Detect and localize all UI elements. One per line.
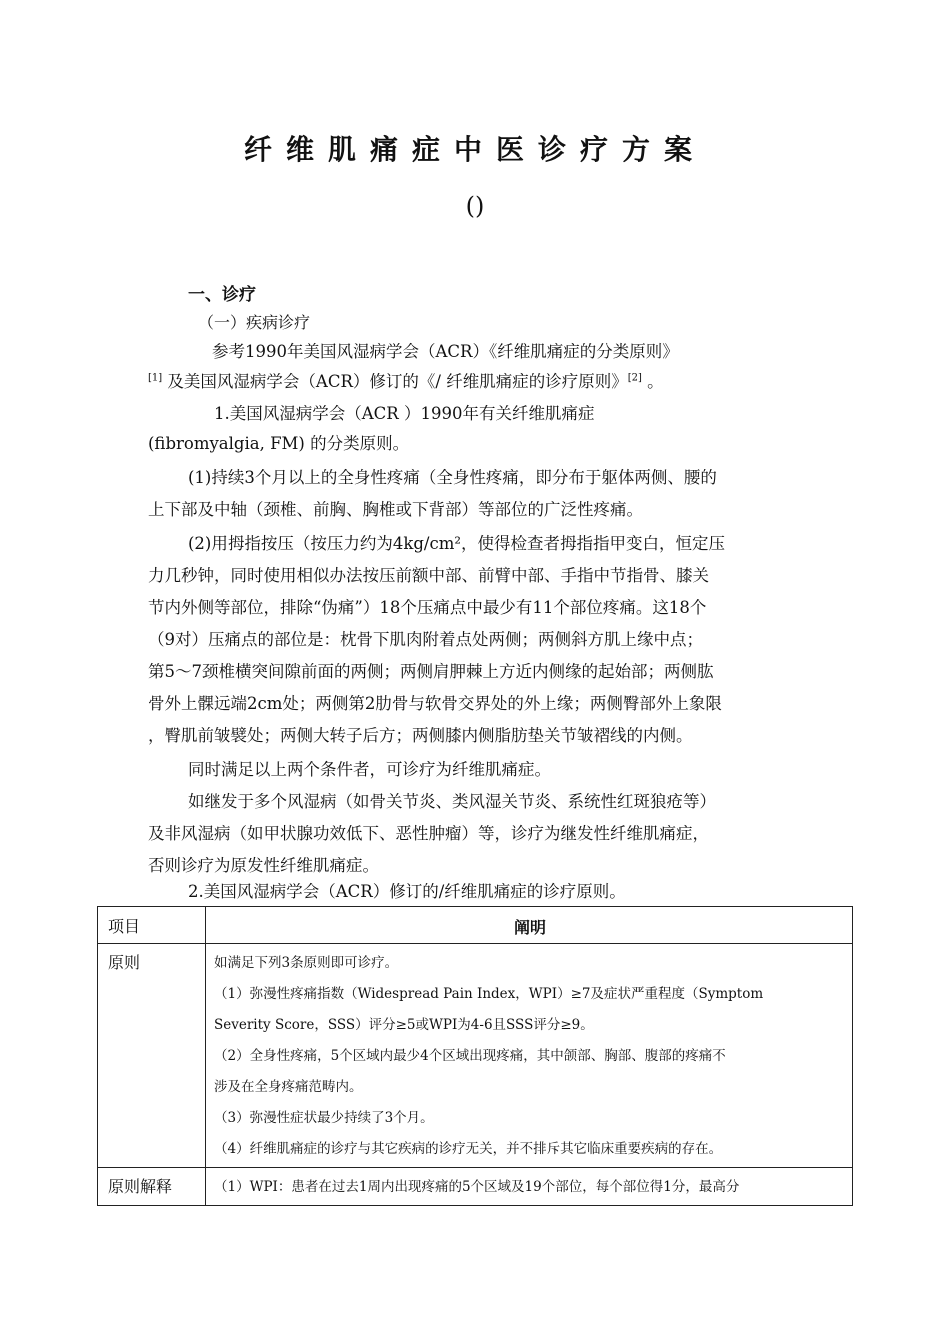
paragraph-4-line: 如继发于多个风湿病（如骨关节炎、类风湿关节炎、系统性红斑狼疮等） [188,792,716,811]
intro-line-1 [212,340,679,364]
table-cell-line: （4）纤维肌痛症的诊疗与其它疾病的诊疗无关，并不排斥其它临床重要疾病的存在。 [214,1141,723,1157]
document-subtitle: () [465,192,485,220]
subsection-heading-disease-diagnosis: （一）疾病诊疗 [198,313,311,332]
paragraph-1-line: (1)持续3个月以上的全身性疼痛（全身性疼痛，即分布于躯体两侧、腰的 [188,468,717,487]
table-cell-line: 如满足下列3条原则即可诊疗。 [214,955,399,971]
criteria-table [97,906,853,1206]
paragraph-4-line: 及非风湿病（如甲状腺功效低下、恶性肿瘤）等，诊疗为继发性纤维肌痛症， [148,824,709,843]
paragraph-2-line: 节内外侧等部位，排除“伪痛”）18个压痛点中最少有11个部位疼痛。这18个 [148,598,707,617]
paragraph-2-line: 骨外上髁远端2cm处；两侧第2肋骨与软骨交界处的外上缘；两侧臀部外上象限 [148,694,722,713]
paragraph-2-line: 第5～7颈椎横突间隙前面的两侧；两侧肩胛棘上方近内侧缘的起始部；两侧肱 [148,662,714,681]
paragraph-2-line: 力几秒钟，同时使用相似办法按压前额中部、前臂中部、手指中节指骨、膝关 [148,566,709,585]
table-cell-line: Severity Score，SSS）评分≥5或WPI为4-6且SSS评分≥9。 [214,1017,594,1033]
intro-line-2 [148,370,664,394]
table-header-description: 阐明 [206,907,853,944]
table-cell-line: 涉及在全身疼痛范畴内。 [214,1079,363,1095]
table-row [98,944,853,1168]
section-heading-diagnosis: 一、诊疗 [188,285,256,305]
table-row-label: 原则解释 [98,1168,206,1206]
table-cell-line: （3）弥漫性症状最少持续了3个月。 [214,1110,434,1126]
document-title: 纤维肌痛症中医诊疗方案 [243,133,706,166]
reference-marker-1: [1] [148,372,163,384]
item-1-heading: 1.美国风湿病学会（ACR ）1990年有关纤维肌痛症 [214,404,595,423]
table-row [98,1168,853,1206]
item-1-heading-cont: (fibromyalgia, FM) 的分类原则。 [148,434,410,453]
table-row-label: 原则 [98,944,206,1168]
table-cell-line: （1）弥漫性疼痛指数（Widespread Pain Index，WPI）≥7及症状严重程度（Symptom [214,986,764,1002]
table-cell-line: （2）全身性疼痛，5个区域内最少4个区域出现疼痛，其中颌部、胸部、腹部的疼痛不 [214,1048,726,1064]
paragraph-1-line: 上下部及中轴（颈椎、前胸、胸椎或下背部）等部位的广泛性疼痛。 [148,500,643,519]
paragraph-2-line: ，臀肌前皱襞处；两侧大转子后方；两侧膝内侧脂肪垫关节皱褶线的内侧。 [148,726,693,745]
table-header-row [98,907,853,944]
intro-text-b: 及美国风湿病学会（ACR）修订的《/ 纤维肌痛症的诊疗原则》 [167,372,628,391]
reference-marker-2: [2] [627,372,642,384]
table-header-item: 项目 [98,907,206,944]
paragraph-2-line: (2)用拇指按压（按压力约为4kg/cm²，使得检查者拇指指甲变白，恒定压 [188,534,725,553]
table-row-content [206,944,853,1168]
intro-text-c: 。 [647,372,664,391]
paragraph-3: 同时满足以上两个条件者，可诊疗为纤维肌痛症。 [188,760,551,779]
paragraph-2-line: （9对）压痛点的部位是：枕骨下肌肉附着点处两侧；两侧斜方肌上缘中点； [148,630,703,649]
table-cell-line: （1）WPI：患者在过去1周内出现疼痛的5个区域及19个部位，每个部位得1分，最高分 [214,1179,740,1195]
table-row-content [206,1168,853,1206]
paragraph-4-line: 否则诊疗为原发性纤维肌痛症。 [148,856,379,875]
intro-text-a: 参考1990年美国风湿病学会（ACR）《纤维肌痛症的分类原则》 [212,342,679,361]
item-2-heading: 2.美国风湿病学会（ACR）修订的/纤维肌痛症的诊疗原则。 [188,882,626,901]
